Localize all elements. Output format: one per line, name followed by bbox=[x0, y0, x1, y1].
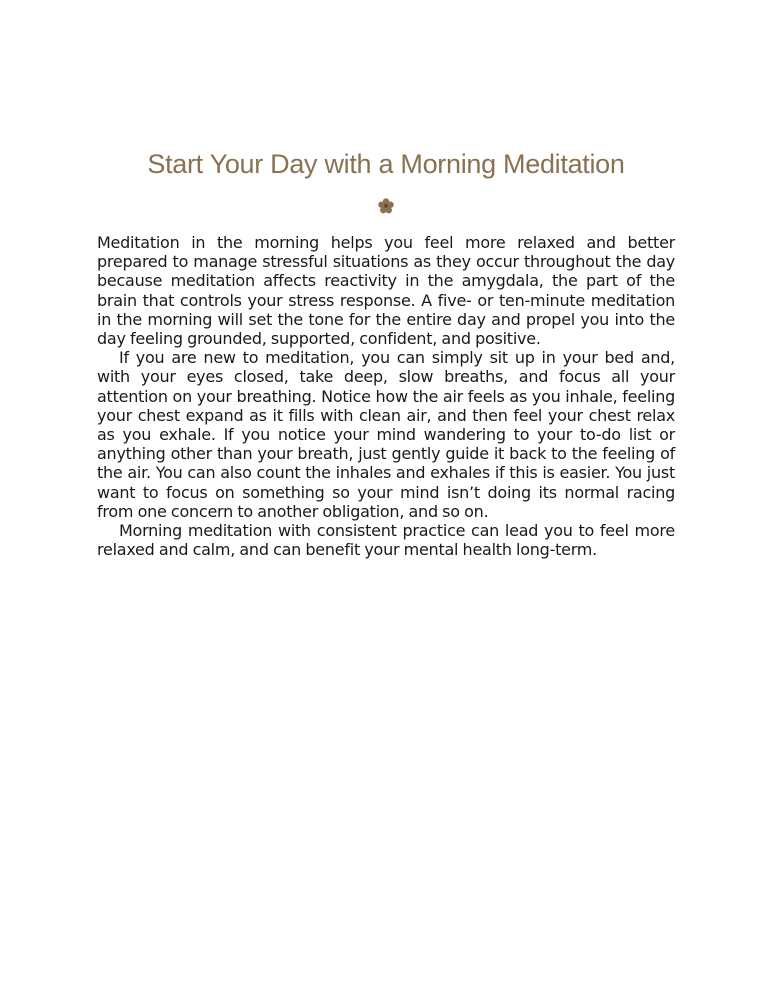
page-title: Start Your Day with a Morning Meditation bbox=[147, 149, 625, 179]
article-body bbox=[97, 233, 675, 559]
flower-icon bbox=[377, 197, 395, 215]
paragraph: If you are new to meditation, you can simply sit up in your bed and, with your eyes closed, take deep, slow breaths, and focus all your attention on your breathing. Notice how the air feels as you inhale, feeling your chest expand as it fills with clean air, and then feel your chest relax as you exhale. If you notice your mind wandering to your to-do list or anything other than your breath, just gently guide it back to the feeling of the air. You can also count the inhales and exhales if this is easier. You just want to focus on something so your mind isn’t doing its normal racing from one concern to another obligation, and so on. bbox=[97, 348, 675, 521]
paragraph: Meditation in the morning helps you feel more relaxed and better prepared to manage stressful situations as they occur throughout the day because meditation affects reactivity in the amygdala, the part of the brain that controls your stress response. A five- or ten-minute meditation in the morning will set the tone for the entire day and propel you into the day feeling grounded, supported, confident, and positive. bbox=[97, 233, 675, 349]
paragraph: Morning meditation with consistent practice can lead you to feel more relaxed and calm, and can benefit your mental health long-term. bbox=[97, 521, 675, 560]
